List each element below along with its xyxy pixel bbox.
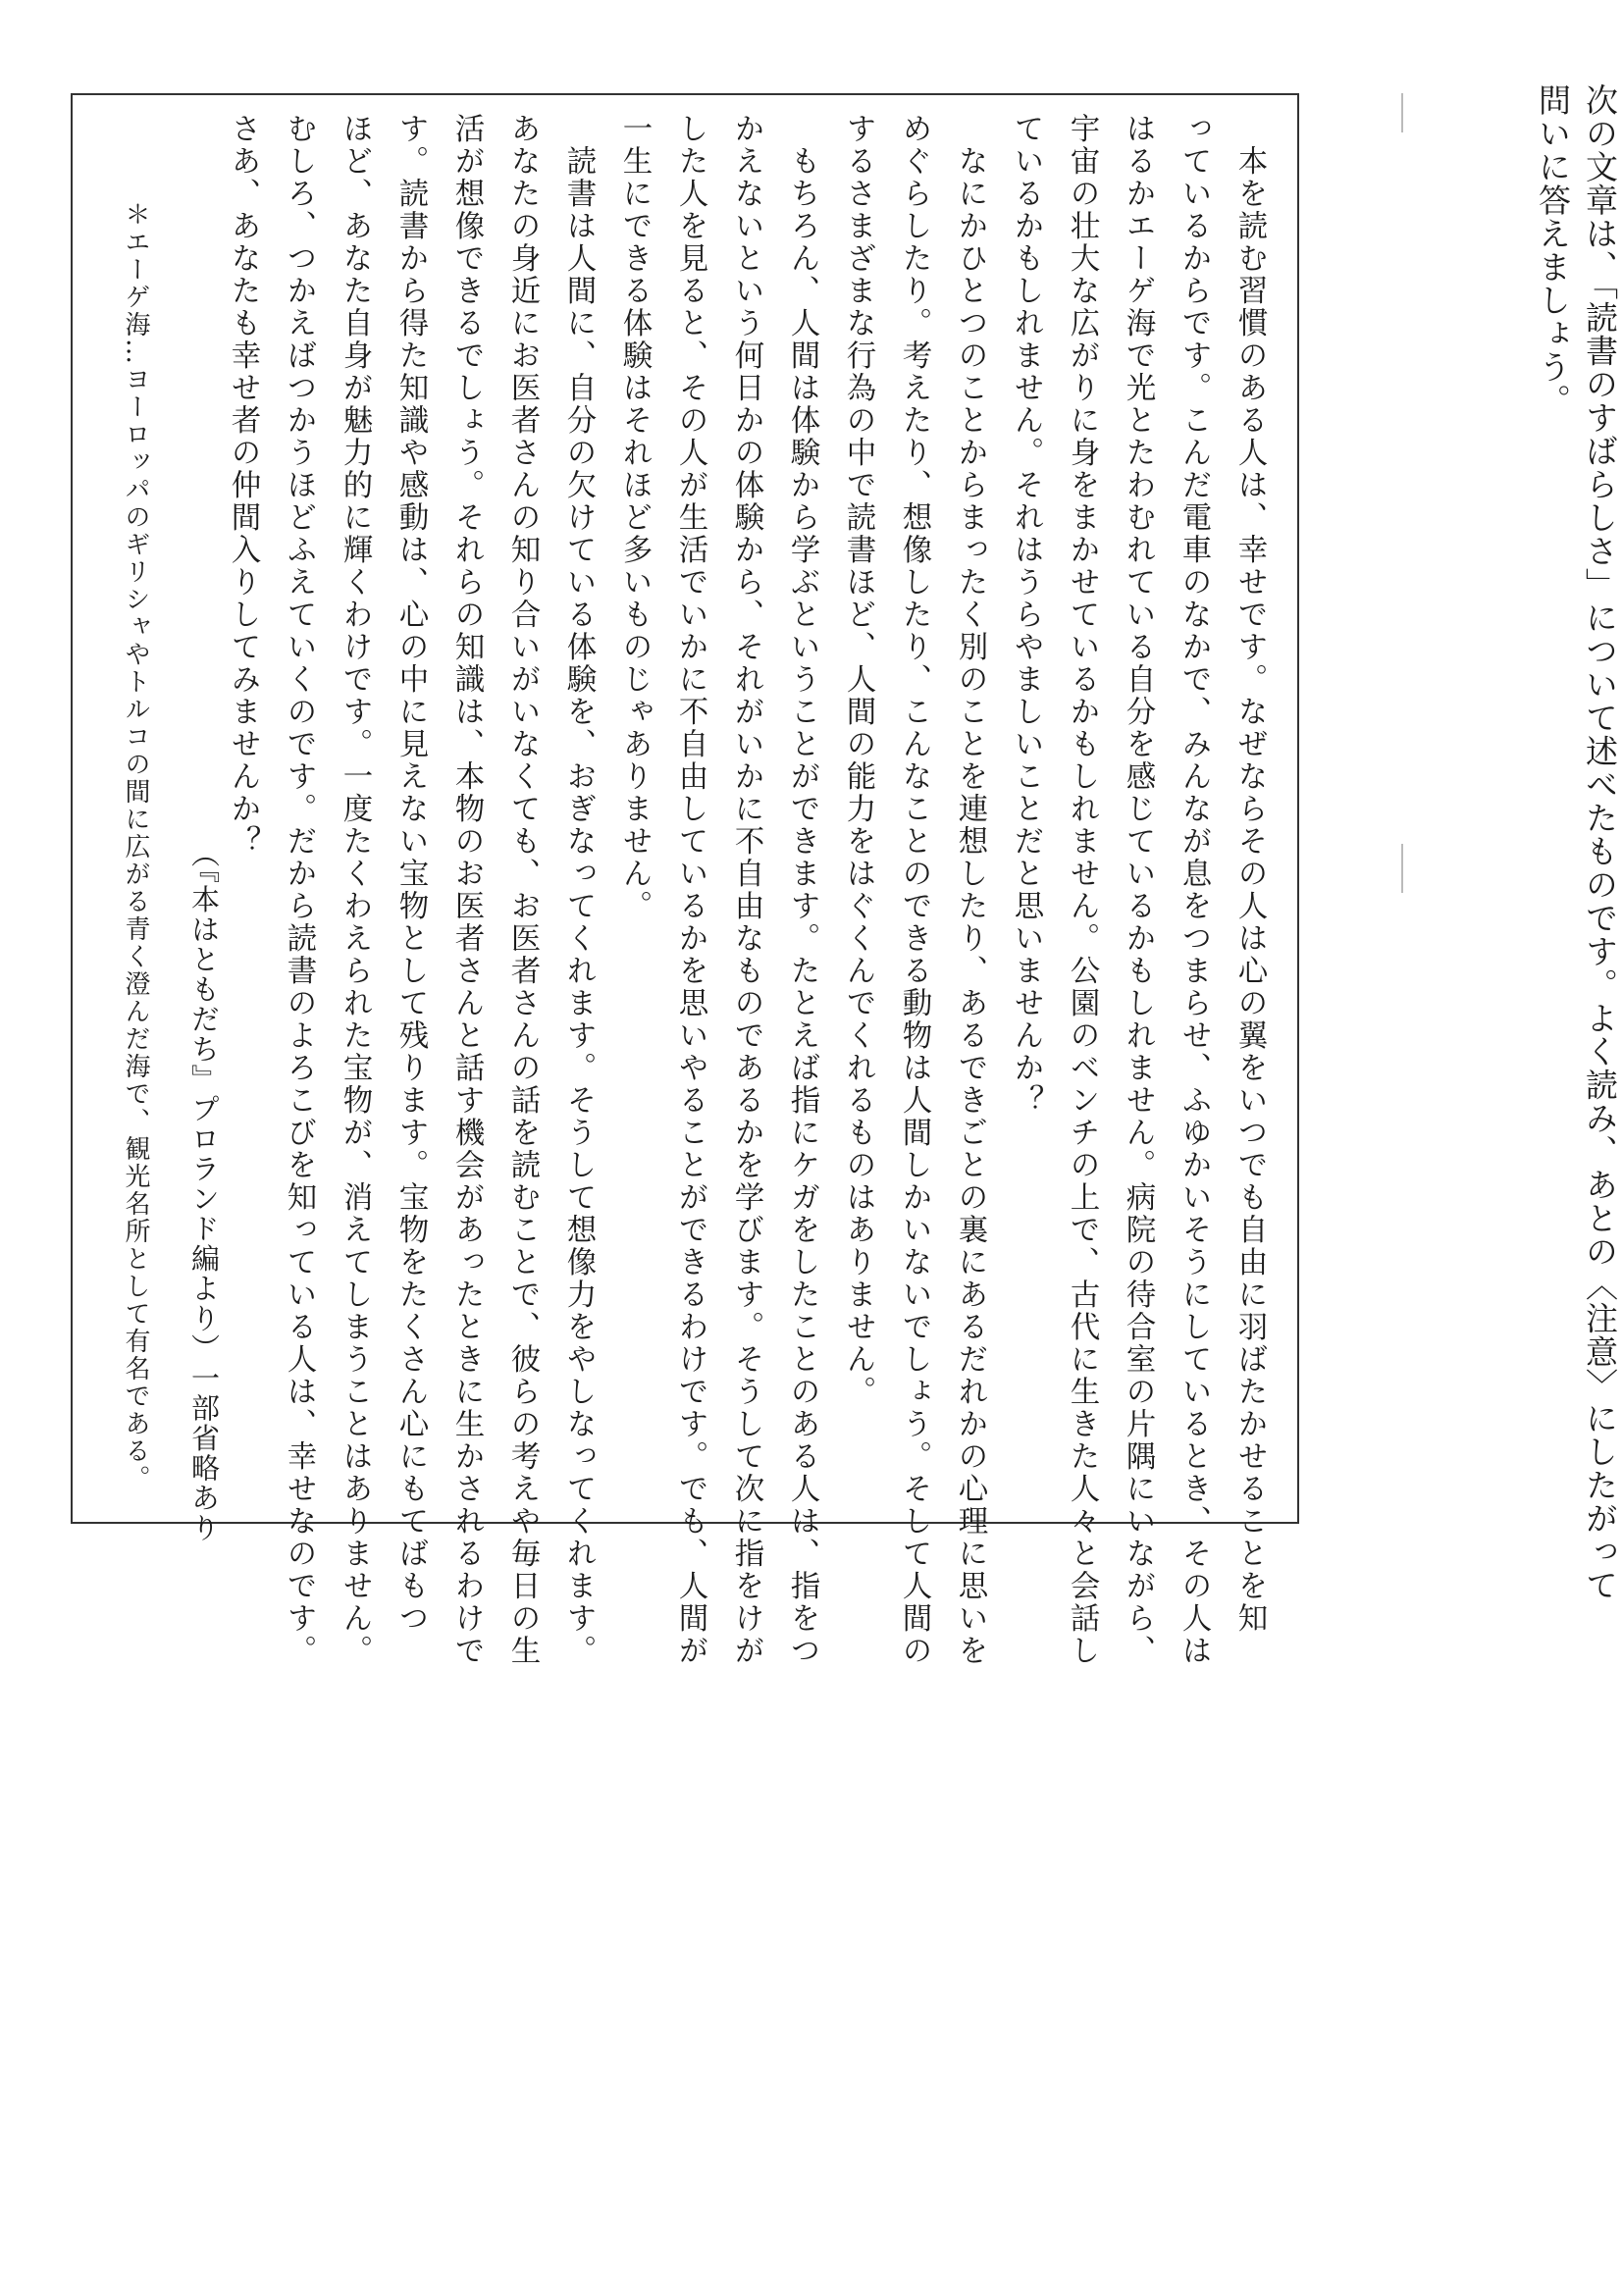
passage-line: 活が想像できるでしょう。それらの知識は、本物のお医者さんと話す機会があったときに生かされるわけで [449,113,484,1667]
passage-line: した人を見ると、その人が生活でいかに不自由しているかを思いやることができるわけです。でも、人間が [673,113,707,1667]
passage-line: するさまざまな行為の中で読書ほど、人間の能力をはぐくんでくれるものはありません。 [841,113,875,1408]
passage-line: 一生にできる体験はそれほど多いものじゃありません。 [617,113,652,922]
scan-artifact [1401,93,1403,132]
passage-line: めぐらしたり。考えたり、想像したり、こんなことのできる動物は人間しかいないでしょう。そして人間の [897,113,931,1667]
passage-body [115,113,1278,1667]
passage-line: あなたの身近にお医者さんの知り合いがいなくても、お医者さんの話を読むことで、彼らの考えや毎日の生 [505,113,540,1667]
instructions-text: 次の文章は、「読書のすばらしさ」について述べたものです。よく読み、あとの〈注意〉にしたがって問いに答えましょう。 [1534,83,1619,1602]
passage-line: なにかひとつのことからまったく別のことを連想したり、あるできごとの裏にあるだれかの心理に思いを [953,113,987,1667]
passage-line: ほど、あなた自身が魅力的に輝くわけです。一度たくわえられた宝物が、消えてしまうことはありません。 [338,113,372,1667]
passage-line: むしろ、つかえばつかうほどふえていくのです。だから読書のよろこびを知っている人は、幸せなのです。 [282,113,316,1667]
passage-line: ているかもしれません。それはうらやましいことだと思いませんか？ [1009,113,1043,1117]
passage-line: さあ、あなたも幸せ者の仲間入りしてみませんか？ [226,113,260,858]
footnote: ＊エーゲ海…ヨーロッパのギリシャやトルコの間に広がる青く澄んだ海で、観光名所として有名である。 [121,201,150,1492]
scan-artifact [1401,844,1403,893]
passage-line: もちろん、人間は体験から学ぶということができます。たとえば指にケガをしたことのある人は、指をつ [785,113,819,1667]
passage-line: す。読書から得た知識や感動は、心の中に見えない宝物として残ります。宝物をたくさん心にもてばもつ [393,113,428,1635]
passage-line: っているからです。こんだ電車のなかで、みんなが息をつまらせ、ふゆかいそうにしているとき、その人は [1177,113,1211,1667]
passage-line: はるかエーゲ海で光とたわむれている自分を感じているかもしれません。病院の待合室の片隅にいながら、 [1121,113,1155,1667]
passage-line: かえないという何日かの体験から、それがいかに不自由なものであるかを学びます。そうして次に指をけが [729,113,763,1667]
passage-line: 宇宙の壮大な広がりに身をまかせているかもしれません。公園のベンチの上で、古代に生きた人々と会話し [1065,113,1099,1667]
source-citation: （『本はともだち』プロランド編より）一部省略あり [187,839,221,1543]
passage-line: 本を読む習慣のある人は、幸せです。なぜならその人は心の翼をいつでも自由に羽ばたかせることを知 [1232,113,1267,1635]
passage-line: 読書は人間に、自分の欠けている体験を、おぎなってくれます。そうして想像力をやしなってくれます。 [561,113,596,1667]
